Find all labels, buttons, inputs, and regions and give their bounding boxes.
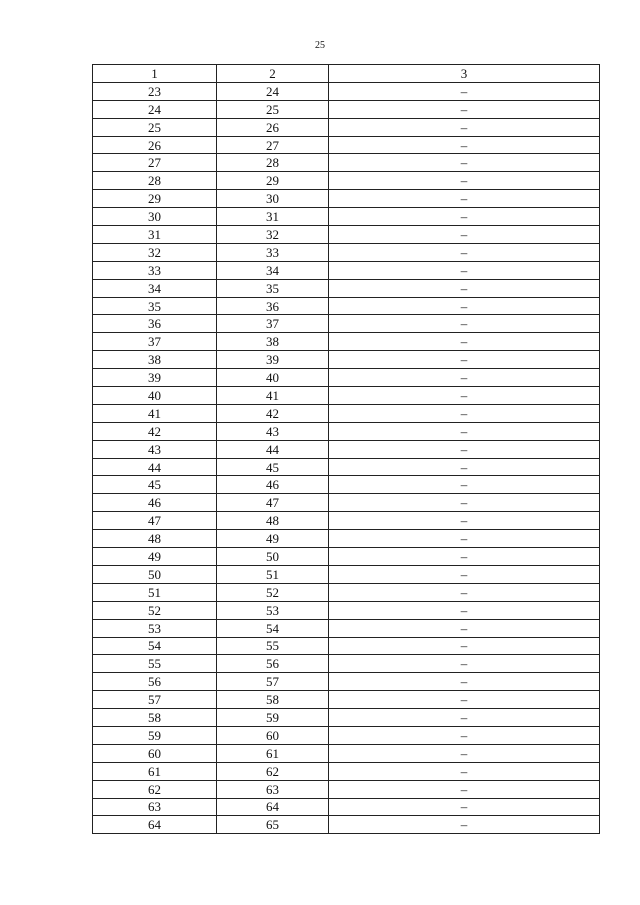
table-cell-col-1: 39 [93,369,217,387]
table-cell-col-2: 33 [217,243,329,261]
table-cell-col-1: 42 [93,422,217,440]
table-cell-col-3: – [329,118,600,136]
table-cell-col-1: 32 [93,243,217,261]
table-row [93,494,600,512]
table-cell-col-2: 62 [217,762,329,780]
table-row [93,458,600,476]
table-cell-col-1: 56 [93,673,217,691]
table-cell-col-3: – [329,458,600,476]
table-cell-col-2: 25 [217,100,329,118]
table-cell-col-2: 53 [217,601,329,619]
table-cell-col-2: 43 [217,422,329,440]
table-cell-col-2: 31 [217,208,329,226]
table-cell-col-1: 55 [93,655,217,673]
table-cell-col-2: 59 [217,709,329,727]
table-cell-col-3: – [329,816,600,834]
table-cell-col-2: 64 [217,798,329,816]
table-cell-col-3: – [329,172,600,190]
table-row [93,440,600,458]
table-cell-col-1: 57 [93,691,217,709]
table-cell-col-3: – [329,100,600,118]
table-cell-col-2: 26 [217,118,329,136]
table-row [93,208,600,226]
table-cell-col-2: 27 [217,136,329,154]
table-cell-col-3: – [329,655,600,673]
table-header [93,65,600,83]
table-row [93,118,600,136]
table-row [93,404,600,422]
table-cell-col-1: 45 [93,476,217,494]
table-cell-col-1: 46 [93,494,217,512]
table-cell-col-3: – [329,440,600,458]
table-cell-col-1: 49 [93,548,217,566]
table-cell-col-1: 33 [93,261,217,279]
table-cell-col-3: – [329,709,600,727]
table-cell-col-2: 45 [217,458,329,476]
table-cell-col-2: 65 [217,816,329,834]
table-row [93,136,600,154]
table-cell-col-1: 50 [93,565,217,583]
table-cell-col-1: 27 [93,154,217,172]
table-cell-col-1: 25 [93,118,217,136]
table-cell-col-2: 42 [217,404,329,422]
table-cell-col-2: 55 [217,637,329,655]
table-cell-col-3: – [329,208,600,226]
table-cell-col-3: – [329,226,600,244]
table-cell-col-3: – [329,136,600,154]
table-cell-col-3: – [329,601,600,619]
table-cell-col-3: – [329,726,600,744]
table-row [93,816,600,834]
table-cell-col-2: 32 [217,226,329,244]
table-cell-col-1: 43 [93,440,217,458]
table-row [93,762,600,780]
table-row [93,619,600,637]
table-cell-col-3: – [329,548,600,566]
table-cell-col-3: – [329,387,600,405]
table-cell-col-3: – [329,422,600,440]
table-cell-col-3: – [329,297,600,315]
table-row [93,154,600,172]
table-cell-col-2: 40 [217,369,329,387]
table-cell-col-3: – [329,565,600,583]
table-row [93,190,600,208]
table-cell-col-2: 61 [217,744,329,762]
table-cell-col-3: – [329,583,600,601]
table-cell-col-1: 60 [93,744,217,762]
table-row [93,673,600,691]
table-row [93,709,600,727]
table-row [93,226,600,244]
table-row [93,333,600,351]
table-cell-col-1: 59 [93,726,217,744]
table-cell-col-1: 63 [93,798,217,816]
table-row [93,780,600,798]
table-row [93,315,600,333]
table-cell-col-1: 26 [93,136,217,154]
table-cell-col-2: 58 [217,691,329,709]
table-cell-col-2: 37 [217,315,329,333]
table-row [93,387,600,405]
table-cell-col-1: 53 [93,619,217,637]
table-cell-col-1: 38 [93,351,217,369]
table-row [93,476,600,494]
table-cell-col-1: 31 [93,226,217,244]
table-cell-col-2: 39 [217,351,329,369]
table-row [93,744,600,762]
table-row [93,351,600,369]
table-row [93,726,600,744]
table-cell-col-3: – [329,190,600,208]
table-cell-col-1: 44 [93,458,217,476]
table-row [93,512,600,530]
table-row [93,565,600,583]
data-table [92,64,600,834]
table-cell-col-3: – [329,780,600,798]
table-cell-col-3: – [329,512,600,530]
table-cell-col-2: 60 [217,726,329,744]
table-row [93,297,600,315]
table-cell-col-3: – [329,333,600,351]
table-cell-col-1: 54 [93,637,217,655]
table-cell-col-3: – [329,243,600,261]
table-cell-col-2: 34 [217,261,329,279]
table-cell-col-3: – [329,315,600,333]
table-cell-col-1: 36 [93,315,217,333]
table-cell-col-3: – [329,404,600,422]
table-cell-col-2: 36 [217,297,329,315]
table-cell-col-2: 48 [217,512,329,530]
table-cell-col-1: 64 [93,816,217,834]
table-cell-col-2: 41 [217,387,329,405]
table-cell-col-3: – [329,261,600,279]
table-row [93,100,600,118]
table-cell-col-1: 62 [93,780,217,798]
table-cell-col-2: 24 [217,82,329,100]
table-cell-col-3: – [329,619,600,637]
table-cell-col-2: 29 [217,172,329,190]
table-cell-col-1: 52 [93,601,217,619]
table-row [93,583,600,601]
table-cell-col-1: 34 [93,279,217,297]
table-cell-col-1: 40 [93,387,217,405]
table-cell-col-1: 30 [93,208,217,226]
column-header-1: 1 [93,65,217,83]
table-row [93,601,600,619]
table-cell-col-2: 47 [217,494,329,512]
table-row [93,243,600,261]
table-cell-col-2: 63 [217,780,329,798]
table-row [93,279,600,297]
table-row [93,548,600,566]
table-row [93,82,600,100]
table-cell-col-3: – [329,154,600,172]
table-cell-col-2: 35 [217,279,329,297]
table-cell-col-2: 38 [217,333,329,351]
table-cell-col-2: 56 [217,655,329,673]
table-row [93,691,600,709]
table-cell-col-2: 57 [217,673,329,691]
table-row [93,655,600,673]
table-cell-col-1: 41 [93,404,217,422]
table-header-row [93,65,600,83]
table-cell-col-3: – [329,744,600,762]
table-cell-col-2: 49 [217,530,329,548]
table-row [93,172,600,190]
table-cell-col-3: – [329,351,600,369]
table-cell-col-2: 28 [217,154,329,172]
table-cell-col-2: 50 [217,548,329,566]
table-row [93,637,600,655]
table-cell-col-3: – [329,673,600,691]
table-cell-col-1: 29 [93,190,217,208]
table-cell-col-1: 61 [93,762,217,780]
table-cell-col-2: 52 [217,583,329,601]
table-cell-col-1: 24 [93,100,217,118]
table-cell-col-3: – [329,476,600,494]
table-cell-col-3: – [329,494,600,512]
table-row [93,530,600,548]
table-row [93,369,600,387]
table-cell-col-1: 47 [93,512,217,530]
table-row [93,422,600,440]
table-cell-col-3: – [329,279,600,297]
table-cell-col-1: 28 [93,172,217,190]
table-cell-col-3: – [329,691,600,709]
table-cell-col-3: – [329,798,600,816]
table-row [93,261,600,279]
table-cell-col-1: 35 [93,297,217,315]
table-cell-col-1: 51 [93,583,217,601]
table-cell-col-2: 54 [217,619,329,637]
table-row [93,798,600,816]
column-header-3: 3 [329,65,600,83]
table-cell-col-3: – [329,762,600,780]
table-cell-col-2: 44 [217,440,329,458]
table-cell-col-3: – [329,82,600,100]
table-cell-col-1: 23 [93,82,217,100]
table-cell-col-3: – [329,530,600,548]
table-cell-col-3: – [329,369,600,387]
table-cell-col-1: 58 [93,709,217,727]
table-body [93,82,600,833]
table-cell-col-2: 30 [217,190,329,208]
table-cell-col-1: 48 [93,530,217,548]
table-cell-col-2: 46 [217,476,329,494]
column-header-2: 2 [217,65,329,83]
table-cell-col-3: – [329,637,600,655]
table-cell-col-2: 51 [217,565,329,583]
page-number: 25 [315,40,325,51]
table-cell-col-1: 37 [93,333,217,351]
